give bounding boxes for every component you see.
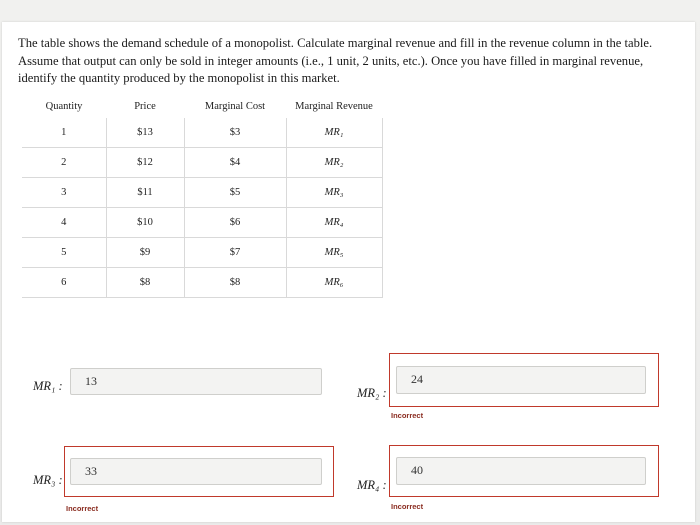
table-row — [22, 208, 382, 238]
quantity-cell: 6 — [22, 268, 106, 298]
quantity-cell: 3 — [22, 178, 106, 208]
price-cell: $12 — [106, 148, 184, 178]
demand-schedule-table — [22, 94, 383, 298]
marginal-cost-cell: $3 — [184, 118, 286, 148]
marginal-revenue-cell: MR₅ — [286, 238, 382, 268]
mr4-status-text: Incorrect — [391, 502, 424, 511]
marginal-cost-cell: $8 — [184, 268, 286, 298]
price-cell: $11 — [106, 178, 184, 208]
table-row — [22, 238, 382, 268]
price-cell: $10 — [106, 208, 184, 238]
table-row — [22, 268, 382, 298]
quantity-cell: 4 — [22, 208, 106, 238]
table-row — [22, 148, 382, 178]
table-header-row — [22, 94, 382, 118]
mr4-answer-label: MR₄ : — [357, 478, 387, 492]
mr3-answer-value: 33 — [85, 464, 97, 478]
price-cell: $13 — [106, 118, 184, 148]
mr3-answer-label: MR₃ : — [33, 473, 63, 487]
table-row — [22, 178, 382, 208]
mr2-answer-input[interactable] — [396, 366, 646, 394]
header-marginal-cost: Marginal Cost — [204, 100, 266, 112]
header-quantity: Quantity — [45, 100, 83, 112]
marginal-revenue-cell: MR₄ — [286, 208, 382, 238]
quantity-cell: 2 — [22, 148, 106, 178]
mr1-answer-label: MR₁ : — [33, 379, 63, 393]
header-price: Price — [134, 100, 156, 112]
mr3-status-text: Incorrect — [66, 504, 99, 513]
question-text: The table shows the demand schedule of a monopolist. Calculate marginal revenue and fill in the revenue column in the table. Assume that output can only be sold in integer amounts (i.e., 1 unit, 2 units, etc.). Once you have filled in marginal revenue, identify the quantity produced by the monopolist in this market. — [18, 36, 653, 86]
marginal-revenue-cell: MR₆ — [286, 268, 382, 298]
marginal-cost-cell: $5 — [184, 178, 286, 208]
mr2-answer-label: MR₂ : — [357, 386, 387, 400]
mr1-answer-input[interactable] — [70, 368, 322, 395]
table-row — [22, 118, 382, 148]
quantity-cell: 5 — [22, 238, 106, 268]
price-cell: $8 — [106, 268, 184, 298]
mr2-answer-value: 24 — [411, 372, 423, 386]
mr1-answer-value: 13 — [85, 374, 97, 388]
quantity-cell: 1 — [22, 118, 106, 148]
header-marginal-revenue: Marginal Revenue — [295, 100, 373, 112]
mr4-answer-input[interactable] — [396, 457, 646, 485]
mr2-status-text: Incorrect — [391, 411, 424, 420]
marginal-revenue-cell: MR₂ — [286, 148, 382, 178]
mr4-answer-value: 40 — [411, 463, 423, 477]
marginal-revenue-cell: MR₃ — [286, 178, 382, 208]
marginal-revenue-cell: MR₁ — [286, 118, 382, 148]
marginal-cost-cell: $6 — [184, 208, 286, 238]
marginal-cost-cell: $4 — [184, 148, 286, 178]
price-cell: $9 — [106, 238, 184, 268]
mr3-answer-input[interactable] — [70, 458, 322, 485]
marginal-cost-cell: $7 — [184, 238, 286, 268]
